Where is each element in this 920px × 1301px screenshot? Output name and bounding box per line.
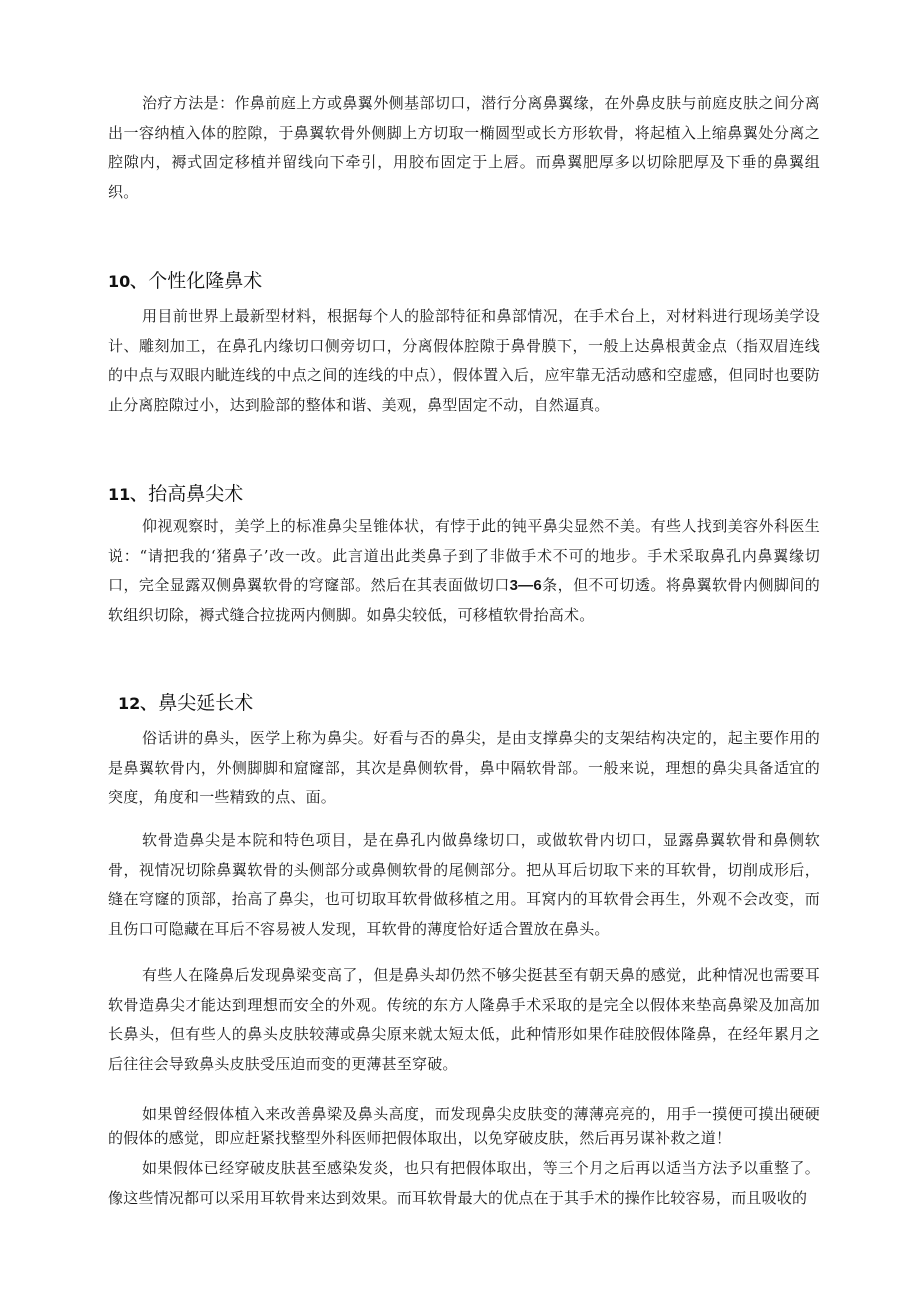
paragraph-section-12-1: 俗话讲的鼻头，医学上称为鼻尖。好看与否的鼻尖，是由支撑鼻尖的支架结构决定的，起主要作用的是鼻翼软骨内，外侧脚脚和窟窿部，其次是鼻侧软骨，鼻中隔软骨部。一般来说，理想的鼻尖具备适宜的突度，角度和一些精致的点、面。 bbox=[108, 729, 820, 806]
paragraph-section-11-text-b: 条，但不可切透。将鼻翼软骨内侧脚间的软组织切除，褥式缝合拉拢两内侧脚。如鼻尖较低，可移植软骨抬高术。 bbox=[108, 576, 820, 624]
paragraph-section-12-5: 如果假体已经穿破皮肤甚至感染发炎，也只有把假体取出，等三个月之后再以适当方法予以重整了。像这些情况都可以采用耳软骨来达到效果。而耳软骨最大的优点在于其手术的操作比较容易，而且吸收的 bbox=[108, 1159, 820, 1207]
heading-section-12-title: 鼻尖延长术 bbox=[158, 692, 254, 714]
incision-count-range: 3—6 bbox=[509, 577, 542, 594]
paragraph-section-12-4: 如果曾经假体植入来改善鼻梁及鼻头高度，而发现鼻尖皮肤变的薄薄亮亮的，用手一摸便可摸出硬硬的假体的感觉，即应赶紧找整型外科医师把假体取出，以免穿破皮肤，然后再另谋补救之道！ bbox=[108, 1105, 820, 1147]
paragraph-treatment-method: 治疗方法是：作鼻前庭上方或鼻翼外侧基部切口，潜行分离鼻翼缘，在外鼻皮肤与前庭皮肤之间分离出一容纳植入体的腔隙，于鼻翼软骨外侧脚上方切取一椭圆型或长方形软骨，将起植入上缩鼻翼处分离之腔隙内，褥式固定移植并留线向下牵引，用胶布固定于上唇。而鼻翼肥厚多以切除肥厚及下垂的鼻翼组织。 bbox=[108, 94, 820, 201]
paragraph-section-10: 用目前世界上最新型材料，根据每个人的脸部特征和鼻部情况，在手术台上，对材料进行现场美学设计、雕刻加工，在鼻孔内缘切口侧旁切口，分离假体腔隙于鼻骨膜下，一般上达鼻根黄金点（指双眉连线的中点与双眼内眦连线的中点之间的连线的中点），假体置入后，应牢靠无活动感和空虚感，但同时也要防止分离腔隙过小，达到脸部的整体和谐、美观，鼻型固定不动，自然逼真。 bbox=[108, 307, 820, 414]
heading-section-11 bbox=[108, 481, 243, 508]
heading-section-10-title: 个性化隆鼻术 bbox=[148, 270, 263, 292]
heading-section-10-number: 10、 bbox=[108, 272, 147, 291]
paragraph-section-11 bbox=[108, 512, 820, 630]
paragraph-section-11-text-a: 仰视观察时，美学上的标准鼻尖呈锥体状，有悖于此的钝平鼻尖显然不美。有些人找到美容外科医生说：“请把我的‘猪鼻子’改一改。此言道出此类鼻子到了非做手术不可的地步。手术采取鼻孔内鼻翼缘切口，完全显露双侧鼻翼软骨的穹窿部。然后在其表面做切口 bbox=[108, 517, 820, 594]
paragraph-section-12-3: 有些人在隆鼻后发现鼻梁变高了，但是鼻头却仍然不够尖挺甚至有朝天鼻的感觉，此种情况也需要耳软骨造鼻尖才能达到理想而安全的外观。传统的东方人隆鼻手术采取的是完全以假体来垫高鼻梁及加高加长鼻头，但有些人的鼻头皮肤较薄或鼻尖原来就太短太低，此种情形如果作硅胶假体隆鼻，在经年累月之后往往会导致鼻头皮肤受压迫而变的更薄甚至穿破。 bbox=[108, 966, 820, 1073]
heading-section-12-number: 12、 bbox=[118, 694, 157, 713]
heading-section-12 bbox=[118, 690, 253, 717]
paragraph-section-12-2: 软骨造鼻尖是本院和特色项目，是在鼻孔内做鼻缘切口，或做软骨内切口，显露鼻翼软骨和鼻侧软骨，视情况切除鼻翼软骨的头侧部分或鼻侧软骨的尾侧部分。把从耳后切取下来的耳软骨，切削成形后，缝在穹窿的顶部，抬高了鼻尖，也可切取耳软骨做移植之用。耳窝内的耳软骨会再生，外观不会改变，而且伤口可隐藏在耳后不容易被人发现，耳软骨的薄度恰好适合置放在鼻头。 bbox=[108, 831, 820, 938]
heading-section-10 bbox=[108, 268, 262, 295]
heading-section-11-number: 11、 bbox=[108, 485, 147, 504]
heading-section-11-title: 抬高鼻尖术 bbox=[148, 483, 244, 505]
